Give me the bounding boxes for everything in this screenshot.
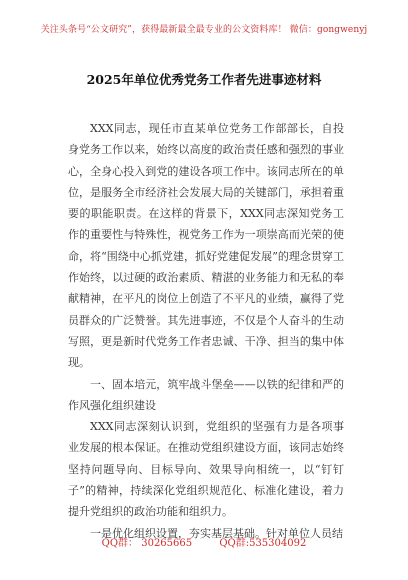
section-heading: 一、固本培元，筑牢战斗堡垒——以铁的纪律和严的作风强化组织建设 bbox=[68, 377, 344, 412]
footer-qq-group-2: QQ群:535304092 bbox=[219, 538, 307, 549]
footer bbox=[0, 534, 408, 549]
paragraph: XXX同志，现任市直某单位党务工作部部长，自投身党务工作以来，始终以高度的政治责任感和强烈的事业心，全身心投入到党的建设各项工作中。该同志所在的单位，是服务全市经济社会发展大局的关键部门，承担着重要的职能职责。在这样的背景下，XXX同志深知党务工作的重要性与特殊性，视党务工作为一项崇高而光荣的使命，将“围绕中心抓党建，抓好党建促发展”的理念贯穿工作始终，以过硬的政治素质、精湛的业务能力和无私的奉献精神，在平凡的岗位上创造了不平凡的业绩，赢得了党员群众的广泛赞誉。其先进事迹，不仅是个人奋斗的生动写照，更是新时代党务工作者忠诚、干净、担当的集中体现。 bbox=[68, 122, 344, 370]
footer-qq-group-1: QQ群： 30265665 bbox=[101, 538, 193, 549]
paragraph: XXX同志深刻认识到，党组织的坚强有力是各项事业发展的根本保证。在推动党组织建设方面，该同志始终坚持问题导向、目标导向、效果导向相统一，以“钉钉子”的精神，持续深化党组织规范化、标准化建设，着力提升党组织的政治功能和组织力。 bbox=[68, 420, 344, 519]
document-body bbox=[68, 118, 344, 544]
paragraph: 一是优化组织设置，夯实基层基础。针对单位人员结 bbox=[90, 526, 343, 540]
document-title: 2025年单位优秀党务工作者先进事迹材料 bbox=[86, 72, 322, 87]
header-banner: 关注头条号“公文研究”，获得最新最全最专业的公文资料库！ 微信：gongwenyj bbox=[40, 25, 368, 35]
